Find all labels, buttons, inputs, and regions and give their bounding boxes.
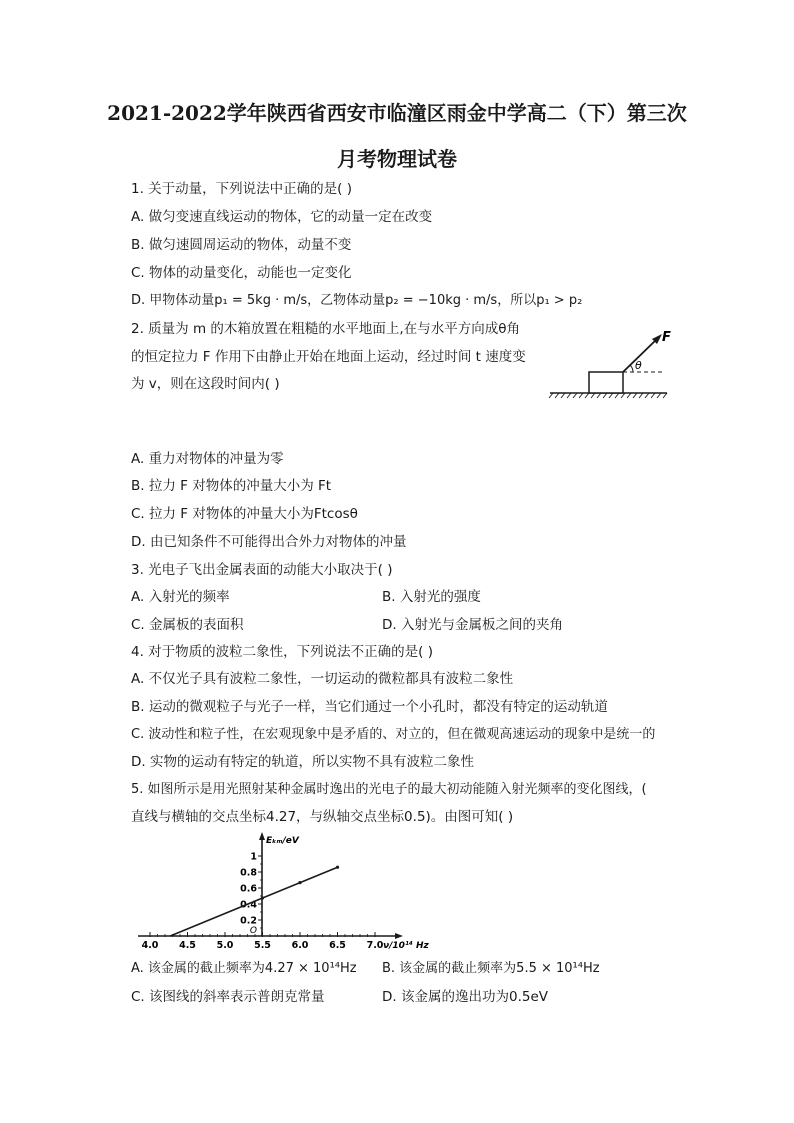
question-2-option-d: D. 由已知条件不可能得出合外力对物体的冲量 [131, 534, 407, 550]
question-4-option-b: B. 运动的微观粒子与光子一样，当它们通过一个小孔时，都没有特定的运动轨道 [131, 699, 608, 715]
question-4-option-d: D. 实物的运动有特定的轨道，所以实物不具有波粒二象性 [131, 754, 474, 770]
y-tick-label: 0.8 [240, 867, 257, 879]
y-tick-label: 0.6 [240, 883, 257, 895]
question-3-stem: 3. 光电子飞出金属表面的动能大小取决于( ) [131, 562, 393, 578]
question-1-stem: 1. 关于动量，下列说法中正确的是( ) [131, 181, 352, 197]
x-tick-label: 5.0 [216, 940, 234, 950]
question-5-option-a: A. 该金属的截止频率为4.27 × 10¹⁴Hz [131, 961, 357, 976]
question-1-option-d: D. 甲物体动量p₁ = 5kg · m/s，乙物体动量p₂ = −10kg · m/s，所以p₁ > p₂ [131, 293, 583, 308]
data-point [298, 881, 301, 884]
question-5-option-d: D. 该金属的逸出功为0.5eV [382, 989, 548, 1005]
x-tick-label: 4.0 [141, 940, 159, 950]
question-4-stem: 4. 对于物质的波粒二象性，下列说法不正确的是( ) [131, 644, 433, 660]
y-axis-arrow [259, 832, 265, 840]
x-axis-label: ν/10¹⁴ Hz [383, 941, 429, 950]
data-point [261, 896, 264, 899]
origin-label: O [249, 926, 257, 936]
x-tick-label: 5.5 [254, 940, 271, 950]
question-4-option-c: C. 波动性和粒子性，在宏观现象中是矛盾的、对立的，但在微观高速运动的现象中是统一的 [131, 727, 656, 742]
force-label: F [662, 330, 671, 345]
question-4-option-a: A. 不仅光子具有波粒二象性，一切运动的微粒都具有波粒二象性 [131, 671, 514, 687]
question-1-option-c: C. 物体的动量变化，动能也一定变化 [131, 265, 352, 281]
data-point [336, 866, 339, 869]
question-2-option-c: C. 拉力 F 对物体的冲量大小为Ftcosθ [131, 506, 358, 522]
question-2-stem-line-2: 的恒定拉力 F 作用下由静止开始在地面上运动，经过时间 t 速度变 [131, 349, 526, 365]
question-5-stem-line-2: 直线与横轴的交点坐标4.27，与纵轴交点坐标0.5)。由图可知( ) [131, 809, 514, 825]
question-5-option-c: C. 该图线的斜率表示普朗克常量 [131, 989, 325, 1005]
y-axis-label: Eₖₘ/eV [266, 836, 299, 846]
question-5-option-b: B. 该金属的截止频率为5.5 × 10¹⁴Hz [382, 961, 600, 976]
x-axis-arrow [395, 933, 403, 939]
energy-frequency-chart [130, 828, 460, 950]
question-2-stem-line-3: 为 v，则在这段时间内( ) [131, 376, 280, 392]
y-tick-label: 1 [250, 851, 257, 863]
x-tick-label: 4.5 [179, 940, 196, 950]
page-title-line-2: 月考物理试卷 [337, 147, 457, 171]
y-tick-label: 0.4 [240, 899, 257, 911]
question-3-option-d: D. 入射光与金属板之间的夹角 [382, 617, 563, 633]
question-5-stem-line-1: 5. 如图所示是用光照射某种金属时逸出的光电子的最大初动能随入射光频率的变化图线，( [131, 782, 647, 797]
question-2-option-b: B. 拉力 F 对物体的冲量大小为 Ft [131, 478, 332, 494]
question-2-option-a: A. 重力对物体的冲量为零 [131, 451, 284, 467]
page-title-line-1: 2021-2022学年陕西省西安市临潼区雨金中学高二（下）第三次 [107, 101, 687, 125]
question-1-option-a: A. 做匀变速直线运动的物体，它的动量一定在改变 [131, 209, 433, 225]
y-tick-label: 0.2 [240, 915, 257, 927]
question-1-option-b: B. 做匀速圆周运动的物体，动量不变 [131, 237, 352, 253]
x-tick-label: 7.0 [366, 940, 384, 950]
question-2-figure [545, 322, 675, 402]
angle-label: θ [635, 359, 642, 372]
x-tick-label: 6.0 [291, 940, 309, 950]
question-3-option-b: B. 入射光的强度 [382, 589, 481, 605]
question-2-stem-line-1: 2. 质量为 m 的木箱放置在粗糙的水平地面上,在与水平方向成θ角 [131, 321, 520, 337]
wooden-box [589, 372, 623, 393]
question-3-option-c: C. 金属板的表面积 [131, 617, 244, 633]
question-3-option-a: A. 入射光的频率 [131, 589, 230, 605]
x-tick-label: 6.5 [329, 940, 346, 950]
